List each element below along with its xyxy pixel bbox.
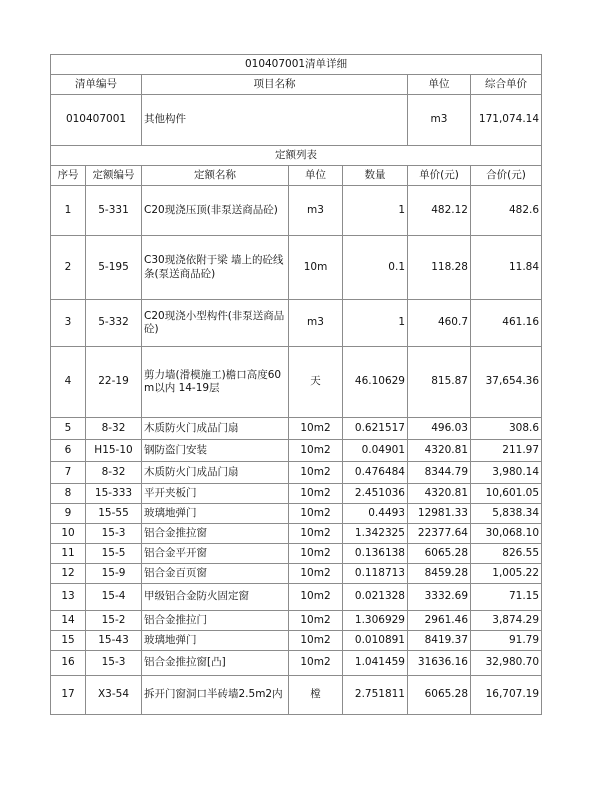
table-row	[51, 651, 542, 676]
cell-qty: 0.4493	[343, 504, 408, 524]
cell-qty: 1.342325	[343, 524, 408, 544]
cell-quota-code: 15-333	[86, 484, 142, 504]
cell-unit: 10m2	[289, 544, 343, 564]
cell-total: 37,654.36	[471, 347, 542, 418]
cell-seq: 14	[51, 611, 86, 631]
table-row	[51, 544, 542, 564]
col-header-item-name: 项目名称	[142, 75, 408, 95]
cell-unit-price: 3332.69	[408, 584, 471, 611]
cell-qty: 0.118713	[343, 564, 408, 584]
bill-price: 171,074.14	[471, 95, 542, 146]
cell-total: 3,874.29	[471, 611, 542, 631]
col-header-seq: 序号	[51, 166, 86, 186]
cell-total: 10,601.05	[471, 484, 542, 504]
table-row	[51, 484, 542, 504]
quota-title-row	[51, 146, 542, 166]
cell-quota-code: 15-3	[86, 651, 142, 676]
cell-qty: 1	[343, 300, 408, 347]
cell-quota-code: 15-55	[86, 504, 142, 524]
table-title: 010407001清单详细	[51, 55, 542, 75]
cell-unit: m3	[289, 300, 343, 347]
cell-unit: 10m2	[289, 564, 343, 584]
cell-unit-price: 8419.37	[408, 631, 471, 651]
cell-unit-price: 460.7	[408, 300, 471, 347]
cell-unit-price: 22377.64	[408, 524, 471, 544]
table-row	[51, 676, 542, 715]
cell-seq: 4	[51, 347, 86, 418]
cell-qty: 0.04901	[343, 440, 408, 462]
table-row	[51, 564, 542, 584]
cell-seq: 1	[51, 186, 86, 236]
cell-quota-code: 15-3	[86, 524, 142, 544]
table-row	[51, 418, 542, 440]
cell-unit: 10m2	[289, 440, 343, 462]
table-row	[51, 186, 542, 236]
cell-qty: 0.621517	[343, 418, 408, 440]
cell-seq: 8	[51, 484, 86, 504]
cell-seq: 9	[51, 504, 86, 524]
quota-list-title: 定额列表	[51, 146, 542, 166]
cell-quota-name: 玻璃地弹门	[142, 631, 289, 651]
cell-unit-price: 4320.81	[408, 440, 471, 462]
cell-unit-price: 118.28	[408, 236, 471, 300]
cell-seq: 15	[51, 631, 86, 651]
cell-unit-price: 4320.81	[408, 484, 471, 504]
cell-total: 482.6	[471, 186, 542, 236]
cell-quota-code: 8-32	[86, 418, 142, 440]
col-header-quota-code: 定额编号	[86, 166, 142, 186]
cell-unit-price: 2961.46	[408, 611, 471, 631]
cell-unit: 10m2	[289, 462, 343, 484]
cell-quota-name: 铝合金百页窗	[142, 564, 289, 584]
col-header-composite-price: 综合单价	[471, 75, 542, 95]
cell-seq: 11	[51, 544, 86, 564]
cell-qty: 2.451036	[343, 484, 408, 504]
cell-quota-name: 拆开门窗洞口半砖墙2.5m2内	[142, 676, 289, 715]
bill-header-row	[51, 75, 542, 95]
cell-seq: 2	[51, 236, 86, 300]
col-header-bill-code: 清单编号	[51, 75, 142, 95]
cell-quota-name: 铝合金平开窗	[142, 544, 289, 564]
cell-unit: 10m2	[289, 418, 343, 440]
col-header-quota-unit: 单位	[289, 166, 343, 186]
cell-seq: 10	[51, 524, 86, 544]
cell-seq: 6	[51, 440, 86, 462]
cell-quota-code: 22-19	[86, 347, 142, 418]
cell-qty: 46.10629	[343, 347, 408, 418]
cell-total: 16,707.19	[471, 676, 542, 715]
cell-unit-price: 8344.79	[408, 462, 471, 484]
cell-quota-code: 15-4	[86, 584, 142, 611]
table-row	[51, 504, 542, 524]
cell-seq: 3	[51, 300, 86, 347]
cell-unit-price: 31636.16	[408, 651, 471, 676]
cell-unit-price: 6065.28	[408, 676, 471, 715]
cell-total: 3,980.14	[471, 462, 542, 484]
cell-total: 11.84	[471, 236, 542, 300]
cell-total: 308.6	[471, 418, 542, 440]
cell-unit: 10m2	[289, 484, 343, 504]
cell-quota-code: 5-332	[86, 300, 142, 347]
cell-total: 32,980.70	[471, 651, 542, 676]
cell-qty: 0.010891	[343, 631, 408, 651]
cell-total: 461.16	[471, 300, 542, 347]
cell-unit-price: 12981.33	[408, 504, 471, 524]
cell-quota-code: 15-9	[86, 564, 142, 584]
cell-quota-code: 5-195	[86, 236, 142, 300]
col-header-qty: 数量	[343, 166, 408, 186]
cell-quota-code: 15-2	[86, 611, 142, 631]
table-row	[51, 236, 542, 300]
cell-qty: 0.476484	[343, 462, 408, 484]
cell-quota-name: 钢防盗门安装	[142, 440, 289, 462]
cell-total: 826.55	[471, 544, 542, 564]
table-row	[51, 300, 542, 347]
cell-unit: 10m2	[289, 611, 343, 631]
cell-seq: 16	[51, 651, 86, 676]
cell-unit-price: 496.03	[408, 418, 471, 440]
cell-unit-price: 8459.28	[408, 564, 471, 584]
cell-quota-name: 甲级铝合金防火固定窗	[142, 584, 289, 611]
col-header-unit: 单位	[408, 75, 471, 95]
cell-total: 1,005.22	[471, 564, 542, 584]
table-row	[51, 631, 542, 651]
cell-seq: 17	[51, 676, 86, 715]
bill-row	[51, 95, 542, 146]
cell-qty: 1	[343, 186, 408, 236]
cell-seq: 5	[51, 418, 86, 440]
quota-header-row	[51, 166, 542, 186]
cell-unit: 樘	[289, 676, 343, 715]
bill-detail-table	[50, 54, 542, 715]
table-row	[51, 347, 542, 418]
cell-seq: 12	[51, 564, 86, 584]
cell-quota-name: C30现浇依附于梁 墙上的砼线条(泵送商品砼)	[142, 236, 289, 300]
title-row	[51, 55, 542, 75]
cell-unit: 10m2	[289, 504, 343, 524]
cell-total: 30,068.10	[471, 524, 542, 544]
col-header-quota-name: 定额名称	[142, 166, 289, 186]
cell-quota-name: 铝合金推拉窗	[142, 524, 289, 544]
cell-quota-code: 15-43	[86, 631, 142, 651]
cell-unit-price: 815.87	[408, 347, 471, 418]
cell-quota-name: C20现浇压顶(非泵送商品砼)	[142, 186, 289, 236]
cell-unit: 10m2	[289, 584, 343, 611]
cell-total: 91.79	[471, 631, 542, 651]
cell-qty: 0.136138	[343, 544, 408, 564]
cell-seq: 13	[51, 584, 86, 611]
cell-quota-name: 剪力墙(滑模施工)檐口高度60m以内 14-19层	[142, 347, 289, 418]
cell-quota-code: 8-32	[86, 462, 142, 484]
cell-quota-name: 铝合金推拉窗[凸]	[142, 651, 289, 676]
table-row	[51, 584, 542, 611]
cell-quota-name: 木质防火门成品门扇	[142, 462, 289, 484]
table-row	[51, 611, 542, 631]
cell-unit: 10m2	[289, 524, 343, 544]
cell-unit-price: 6065.28	[408, 544, 471, 564]
cell-total: 71.15	[471, 584, 542, 611]
cell-quota-code: 15-5	[86, 544, 142, 564]
cell-quota-name: C20现浇小型构件(非泵送商品砼)	[142, 300, 289, 347]
cell-seq: 7	[51, 462, 86, 484]
cell-unit-price: 482.12	[408, 186, 471, 236]
cell-quota-code: X3-54	[86, 676, 142, 715]
cell-qty: 0.021328	[343, 584, 408, 611]
cell-unit: 10m2	[289, 631, 343, 651]
cell-qty: 0.1	[343, 236, 408, 300]
cell-quota-name: 平开夹板门	[142, 484, 289, 504]
cell-qty: 2.751811	[343, 676, 408, 715]
bill-code: 010407001	[51, 95, 142, 146]
cell-total: 211.97	[471, 440, 542, 462]
table-row	[51, 524, 542, 544]
cell-unit: 天	[289, 347, 343, 418]
cell-unit: 10m	[289, 236, 343, 300]
cell-quota-code: 5-331	[86, 186, 142, 236]
cell-quota-code: H15-10	[86, 440, 142, 462]
cell-unit: m3	[289, 186, 343, 236]
cell-qty: 1.041459	[343, 651, 408, 676]
cell-unit: 10m2	[289, 651, 343, 676]
cell-quota-name: 铝合金推拉门	[142, 611, 289, 631]
table-row	[51, 440, 542, 462]
cell-quota-name: 玻璃地弹门	[142, 504, 289, 524]
table-row	[51, 462, 542, 484]
cell-quota-name: 木质防火门成品门扇	[142, 418, 289, 440]
cell-total: 5,838.34	[471, 504, 542, 524]
bill-unit: m3	[408, 95, 471, 146]
bill-name: 其他构件	[142, 95, 408, 146]
col-header-unit-price: 单价(元)	[408, 166, 471, 186]
col-header-total: 合价(元)	[471, 166, 542, 186]
cell-qty: 1.306929	[343, 611, 408, 631]
